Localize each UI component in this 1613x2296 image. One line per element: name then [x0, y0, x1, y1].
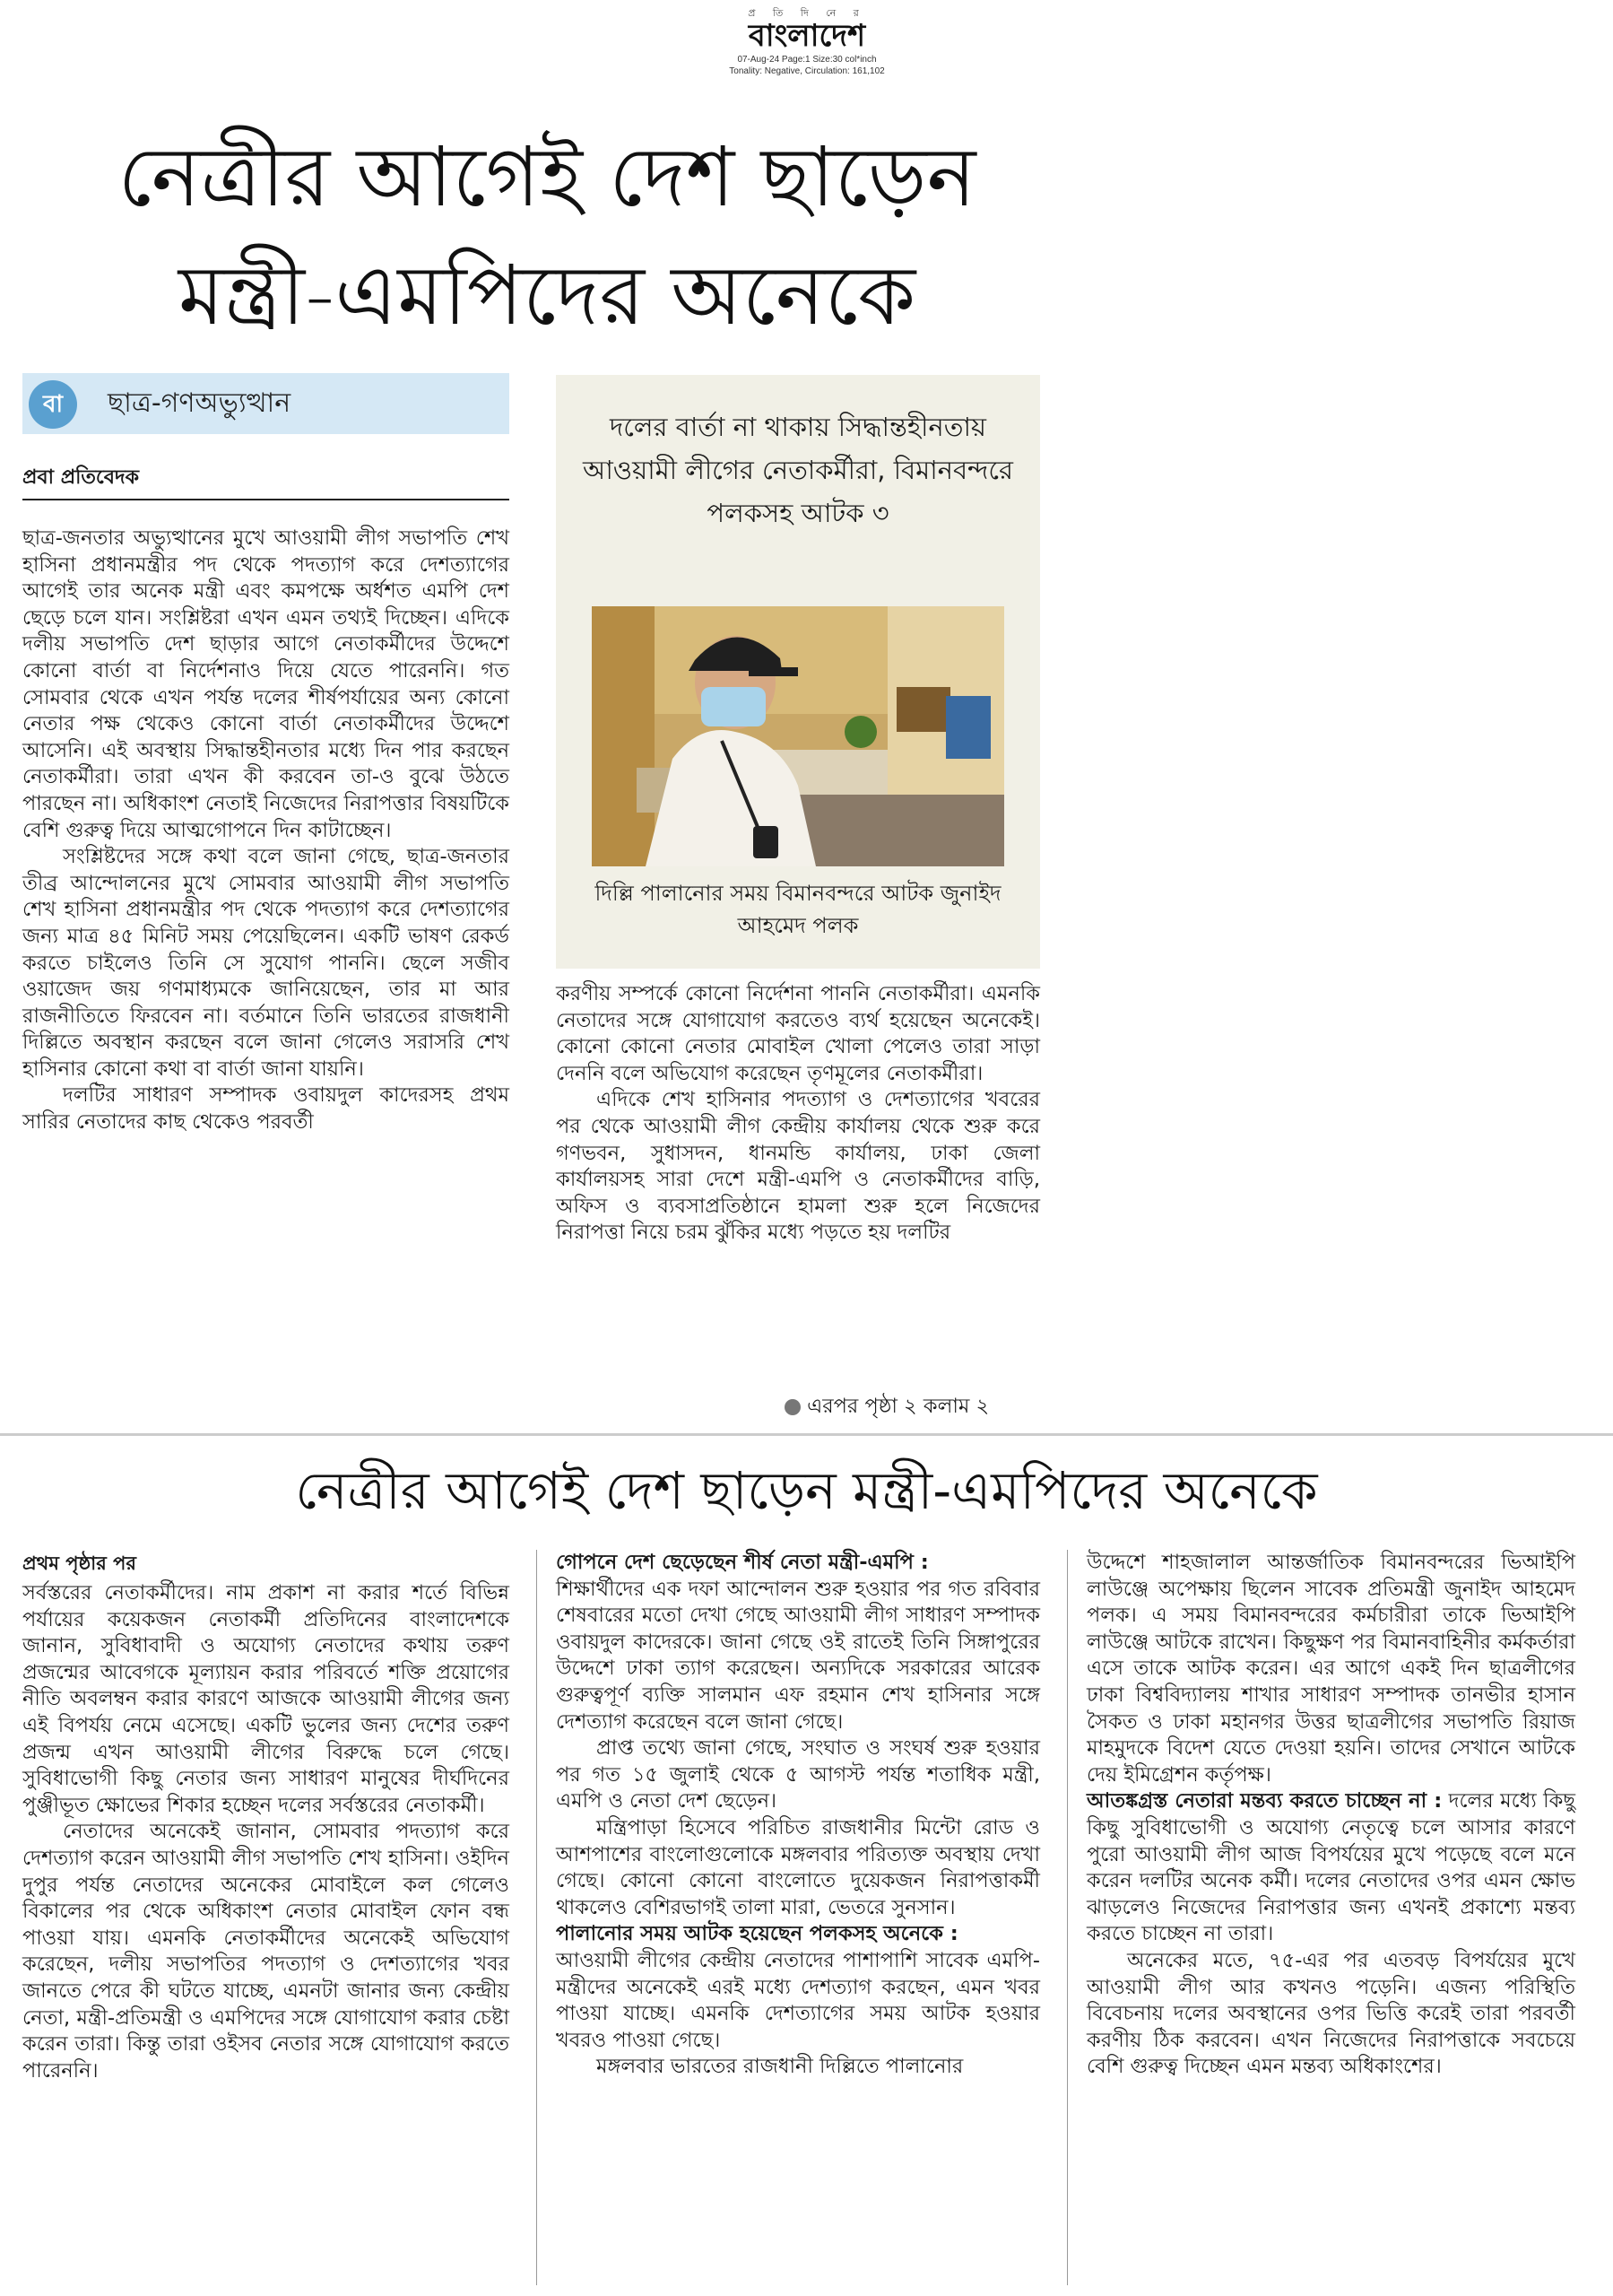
clipping-meta	[699, 54, 915, 77]
sidebar-title: দলের বার্তা না থাকায় সিদ্ধান্তহীনতায় আওয়ামী লীগের নেতাকর্মীরা, বিমানবন্দরে পলকসহ আটক ৩	[582, 412, 1014, 528]
inline-subhead: গোপনে দেশ ছেড়েছেন শীর্ষ নেতা মন্ত্রী-এমপি :	[556, 1551, 929, 1574]
paragraph: উদ্দেশে শাহজালাল আন্তর্জাতিক বিমানবন্দরের ভিআইপি লাউঞ্জে অপেক্ষায় ছিলেন সাবেক প্রতিমন্ত্রী জুনাইদ আহমেদ পলক। এ সময় বিমানবন্দরের কর্মচারীরা তাকে ভিআইপি লাউঞ্জে আটকে রাখেন। কিছুক্ষণ পর বিমানবাহিনীর কর্মকর্তারা এসে তাকে আটক করেন। এর আগে একই দিন ছাত্রলীগের ঢাকা বিশ্ববিদ্যালয় শাখার সাধারণ সম্পাদক তানভীর হাসান সৈকত ও ঢাকা মহানগর উত্তর ছাত্রলীগের সভাপতি রিয়াজ মাহমুদকে বিদেশ যেতে দেওয়া হয়নি। তাদের সেখানে আটকে দেয় ইমিগ্রেশন কর্তৃপক্ষ।	[1087, 1551, 1575, 1787]
meta-line: Tonality: Negative, Circulation: 161,102	[729, 66, 885, 76]
continued-note	[785, 1390, 1045, 1424]
paragraph: অনেকের মতে, ৭৫-এর পর এতবড় বিপর্যয়ের মুখে আওয়ামী লীগ আর কখনও পড়েনি। এজন্য পরিস্থিতি বিবেচনায় দলের অবস্থানের ওপর ভিত্তি করেই তারা পরবর্তী করণীয় ঠিক করবেন। এখন নিজেদের নিরাপত্তাকে সবচেয়ে বেশি গুরুত্ব দিচ্ছেন এমন মন্তব্য অধিকাংশের।	[1087, 1948, 1575, 2079]
meta-line: 07-Aug-24 Page:1 Size:30 col*inch	[737, 55, 877, 65]
paragraph: নেতাদের অনেকেই জানান, সোমবার পদত্যাগ করে দেশত্যাগ করেন আওয়ামী লীগ সভাপতি শেখ হাসিনা। ওইদিন দুপুর পর্যন্ত নেতাদের অনেকের মোবাইলে কল গেলেও বিকালের পর থেকে অধিকাংশ নেতার মোবাইল ফোন বন্ধ পাওয়া যায়। এমনকি নেতাকর্মীদের অনেকেই অভিযোগ করেছেন, দলীয় সভাপতির পদত্যাগ ও দেশত্যাগের খবর জানতে পেরে কী ঘটতে যাচ্ছে, এমনটা জানার জন্য কেন্দ্রীয় নেতা, মন্ত্রী-প্রতিমন্ত্রী ও এমপিদের সঙ্গে যোগাযোগ করার চেষ্টা করেন তারা। কিন্তু তারা ওইসব নেতার সঙ্গে যোগাযোগ করতে পারেননি।	[22, 1820, 509, 2083]
section-badge: বা	[29, 380, 77, 429]
paragraph: দলটির সাধারণ সম্পাদক ওবায়দুল কাদেরসহ প্রথম সারির নেতাদের কাছ থেকেও পরবর্তী	[22, 1083, 509, 1135]
news-photo	[592, 606, 1004, 866]
article2-column-3	[1087, 1550, 1575, 2081]
continued-text: এরপর পৃষ্ঠা ২ কলাম ২	[807, 1395, 990, 1418]
paragraph: ছাত্র-জনতার অভ্যুত্থানের মুখে আওয়ামী লীগ সভাপতি শেখ হাসিনা প্রধানমন্ত্রীর পদ থেকে পদত্যাগ করে দেশত্যাগের আগেই তার অনেক মন্ত্রী এবং কমপক্ষে অর্ধশত এমপি দেশ ছেড়ে চলে যান। সংশ্লিষ্টরা এখন এমন তথ্যই দিচ্ছেন। এদিকে দলীয় সভাপতি দেশ ছাড়ার আগে নেতাকর্মীদের উদ্দেশে কোনো বার্তা বা নির্দেশনাও দিয়ে যেতে পারেননি। গত সোমবার থেকে এখন পর্যন্ত দলের শীর্ষপর্যায়ের অন্য কোনো নেতার পক্ষ থেকেও কোনো বার্তা নেতাকর্মীদের উদ্দেশে আসেনি। এই অবস্থায় সিদ্ধান্তহীনতার মধ্যে দিন পার করছেন নেতাকর্মীরা। তারা এখন কী করবেন তা-ও বুঝে উঠতে পারছেন না। অধিকাংশ নেতাই নিজেদের নিরাপত্তার বিষয়টিকে বেশি গুরুত্ব দিয়ে আত্মগোপনে দিন কাটাচ্ছেন।	[22, 526, 509, 842]
inline-subhead: আতঙ্কগ্রস্ত নেতারা মন্তব্য করতে চাচ্ছেন না :	[1087, 1789, 1443, 1813]
headline-line-2: মন্ত্রী-এমপিদের অনেকে	[178, 248, 916, 344]
headline-line-1: নেত্রীর আগেই দেশ ছাড়েন	[117, 129, 976, 225]
subhead: প্রথম পৃষ্ঠার পর	[22, 1552, 136, 1574]
byline: প্রবা প্রতিবেদক	[22, 466, 139, 489]
paragraph: মন্ত্রিপাড়া হিসেবে পরিচিত রাজধানীর মিন্টো রোড ও আশপাশের বাংলোগুলোকে মঙ্গলবার পরিত্যক্ত অবস্থায় দেখা গেছে। কোনো কোনো বাংলোতে দুয়েকজন নিরাপত্তাকর্মী থাকলেও বেশিরভাগই তালা মারা, ভেতরে সুনসান।	[556, 1815, 1040, 1919]
subhead-paragraph	[556, 1550, 1040, 1577]
paragraph: মঙ্গলবার ভারতের রাজধানী দিল্লিতে পালানোর	[596, 2055, 964, 2079]
paragraph: আওয়ামী লীগের কেন্দ্রীয় নেতাদের পাশাপাশি সাবেক এমপি-মন্ত্রীদের অনেকেই এরই মধ্যে দেশত্যাগ করছেন, এমন খবর পাওয়া যাচ্ছে। এমনকি দেশত্যাগের সময় আটক হওয়ার খবরও পাওয়া গেছে।	[556, 1948, 1040, 2052]
continued-bullet	[785, 1399, 801, 1415]
article-separator	[0, 1433, 1613, 1436]
paragraph: প্রাপ্ত তথ্যে জানা গেছে, সংঘাত ও সংঘর্ষ শুরু হওয়ার পর গত ১৫ জুলাই থেকে ৫ আগস্ট পর্যন্ত শতাধিক মন্ত্রী, এমপি ও নেতা দেশ ছেড়েন।	[556, 1736, 1040, 1813]
photo-caption: দিল্লি পালানোর সময় বিমানবন্দরে আটক জুনাইদ আহমেদ পলক	[594, 881, 1002, 938]
paragraph-text: দলের মধ্যে কিছু কিছু সুবিধাভোগী ও অযোগ্য নেতৃত্বে চলে আসার কারণে পুরো আওয়ামী লীগ আজ বিপর্যয়ের মুখে পড়েছে বলে মনে করেন দলটির অনেক কর্মী। দলের নেতাদের ওপর এমন ক্ষোভ ঝাড়লেও নিজেদের নিরাপত্তার জন্য এখনই প্রকাশ্যে মন্তব্য করতে চাচ্ছেন না তারা।	[1087, 1789, 1575, 1946]
paragraph: করণীয় সম্পর্কে কোনো নির্দেশনা পাননি নেতাকর্মীরা। এমনকি নেতাদের সঙ্গে যোগাযোগ করতেও ব্যর্থ হয়েছেন অনেকেই। কোনো কোনো নেতার মোবাইল খোলা পেলেও তারা সাড়া দেননি বলে অভিযোগ করেছেন তৃণমূলের নেতাকর্মীরা।	[556, 982, 1040, 1085]
paragraph: শিক্ষার্থীদের এক দফা আন্দোলন শুরু হওয়ার পর গত রবিবার শেষবারের মতো দেখা গেছে আওয়ামী লীগ সাধারণ সম্পাদক ওবায়দুল কাদেরকে। জানা গেছে ওই রাতেই তিনি সিঙ্গাপুরের উদ্দেশে ঢাকা ত্যাগ করেছেন। অন্যদিকে সরকারের আরেক গুরুত্বপূর্ণ ব্যক্তি সালমান এফ রহমান শেখ হাসিনার সঙ্গে দেশত্যাগ করেছেন বলে জানা গেছে।	[556, 1577, 1040, 1734]
section-label: ছাত্র-গণঅভ্যুত্থান	[108, 387, 291, 419]
paragraph: এদিকে শেখ হাসিনার পদত্যাগ ও দেশত্যাগের খবরের পর থেকে আওয়ামী লীগ কেন্দ্রীয় কার্যালয় থেকে শুরু করে গণভবন, সুধাসদন, ধানমন্ডি কার্যালয়, ঢাকা জেলা কার্যালয়সহ সারা দেশে মন্ত্রী-এমপি ও নেতাকর্মীদের বাড়ি, অফিস ও ব্যবসাপ্রতিষ্ঠানে হামলা শুরু হলে নিজেদের নিরাপত্তা নিয়ে চরম ঝুঁকির মধ্যে পড়তে হয় দলটির	[556, 1088, 1040, 1245]
continuation-headline: নেত্রীর আগেই দেশ ছাড়েন মন্ত্রী-এমপিদের অনেকে	[295, 1460, 1318, 1521]
inline-subhead: পালানোর সময় আটক হয়েছেন পলকসহ অনেকে :	[556, 1922, 958, 1946]
article2-column-1	[22, 1580, 509, 2084]
article2-column-2	[556, 1550, 1040, 2081]
article-column-1	[22, 526, 509, 1136]
column-divider	[536, 1550, 537, 2285]
masthead-tagline: প্র তি দি নে র	[748, 7, 866, 19]
column-divider	[1067, 1550, 1068, 2285]
byline-rule	[22, 499, 509, 500]
paragraph: সংশ্লিষ্টদের সঙ্গে কথা বলে জানা গেছে, ছাত্র-জনতার তীব্র আন্দোলনের মুখে সোমবার আওয়ামী লীগ সভাপতি শেখ হাসিনা প্রধানমন্ত্রীর পদ থেকে পদত্যাগ করে দেশত্যাগের জন্য মাত্র ৪৫ মিনিট সময় পেয়েছিলেন। একটি ভাষণ রেকর্ড করতে চাইলেও তিনি সে সুযোগ পাননি। ছেলে সজীব ওয়াজেদ জয় গণমাধ্যমকে জানিয়েছেন, তার মা আর রাজনীতিতে ফিরবেন না। বর্তমানে তিনি ভারতের রাজধানী দিল্লিতে অবস্থান করছেন বলে জানা গেলেও সরাসরি শেখ হাসিনার কোনো কথা বা বার্তা জানা যায়নি।	[22, 845, 509, 1081]
article-column-2	[556, 981, 1040, 1247]
paragraph: সর্বস্তরের নেতাকর্মীদের। নাম প্রকাশ না করার শর্তে বিভিন্ন পর্যায়ের কয়েকজন নেতাকর্মী প্রতিদিনের বাংলাদেশকে জানান, সুবিধাবাদী ও অযোগ্য নেতাদের কথায় তরুণ প্রজন্মের আবেগকে মূল্যায়ন করার পরিবর্তে শক্তি প্রয়োগের নীতি অবলম্বন করার কারণে আজকে আওয়ামী লীগের জন্য এই বিপর্যয় নেমে এসেছে। একটি ভুলের জন্য দেশের তরুণ প্রজন্ম এখন আওয়ামী লীগের বিরুদ্ধে চলে গেছে। সুবিধাভোগী কিছু নেতার জন্য সাধারণ মানুষের দীর্ঘদিনের পুঞ্জীভূত ক্ষোভের শিকার হচ্ছেন দলের সর্বস্তরের নেতাকর্মী।	[22, 1581, 509, 1817]
subhead-paragraph	[1087, 1788, 1575, 1948]
masthead-logo: বাংলাদেশ	[748, 18, 866, 54]
subhead-paragraph	[556, 1921, 1040, 1948]
